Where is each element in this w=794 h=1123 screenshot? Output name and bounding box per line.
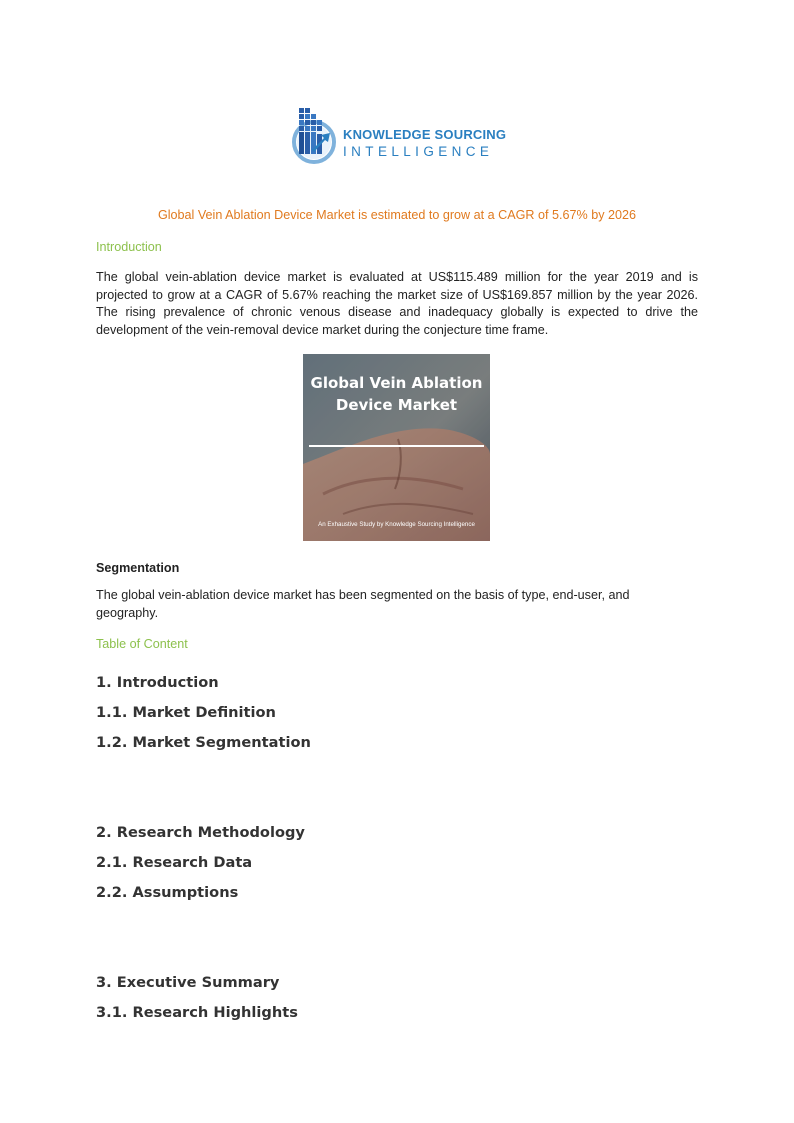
toc-item: 1.1. Market Definition [96,704,276,721]
cover-title-line1: Global Vein Ablation [310,374,483,392]
toc-item: 2. Research Methodology [96,824,305,841]
report-title: Global Vein Ablation Device Market is estimated to grow at a CAGR of 5.67% by 2026 [157,208,637,222]
report-cover-image [303,354,490,541]
toc-item: 2.2. Assumptions [96,884,239,901]
building-globe-arrow-icon [290,104,342,166]
company-logo [290,104,510,166]
segmentation-paragraph: The global vein-ablation device market has been segmented on the basis of type, end-user, and geography. [96,588,630,620]
toc-item: 3.1. Research Highlights [96,1004,298,1021]
toc-item: 1. Introduction [96,674,219,691]
toc-item: 1.2. Market Segmentation [96,734,311,751]
cover-title [303,372,490,416]
cover-caption: An Exhaustive Study by Knowledge Sourcing Intelligence [318,521,475,528]
toc-heading: Table of Content [96,637,188,651]
segmentation-heading: Segmentation [96,561,180,575]
cover-divider [309,445,484,447]
introduction-heading: Introduction [96,240,162,254]
cover-title-line2: Device Market [335,396,458,414]
introduction-paragraph: The global vein-ablation device market is evaluated at US$115.489 million for the year 2019 and is projected to grow at a CAGR of 5.67% reaching the market size of US$169.857 million by the year 2026. The rising prevalence of chronic venous disease and inadequacy globally is expected to drive the development of the vein-removal device market during the conjecture time frame. [96,270,698,337]
toc-item: 3. Executive Summary [96,974,280,991]
logo-text-line1: KNOWLEDGE SOURCING [343,127,507,142]
toc-item: 2.1. Research Data [96,854,253,871]
logo-text-line2: INTELLIGENCE [343,144,494,159]
